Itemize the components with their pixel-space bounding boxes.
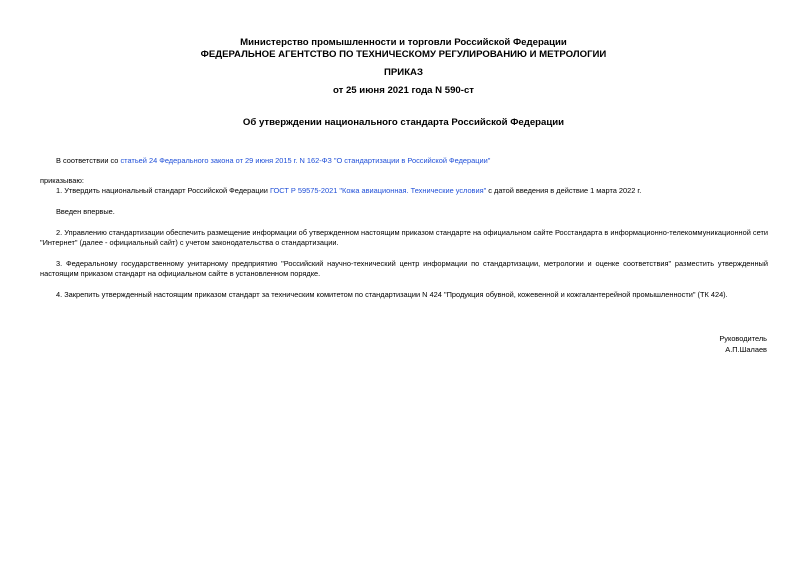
preamble-text: В соответствии со [56, 156, 121, 165]
signatory-role: Руководитель [719, 334, 767, 343]
item-4-paragraph: 4. Закрепить утвержденный настоящим приказом стандарт за техническим комитетом по стандартизации N 424 "Продукция обувной, кожевенной и кожгалантерейной промышленности" (ТК 424). [56, 290, 728, 299]
introduced-note: Введен впервые. [56, 207, 115, 216]
agency-name: ФЕДЕРАЛЬНОЕ АГЕНТСТВО ПО ТЕХНИЧЕСКОМУ РЕГУЛИРОВАНИЮ И МЕТРОЛОГИИ [200, 49, 607, 60]
document-type: ПРИКАЗ [384, 67, 423, 78]
document-date-number: от 25 июня 2021 года N 590-ст [332, 85, 474, 96]
order-word: приказываю: [40, 176, 84, 185]
ministry-name: Министерство промышленности и торговли Российской Федерации [240, 37, 567, 48]
item-2-paragraph: 2. Управлению стандартизации обеспечить размещение информации об утвержденном настоящим приказом стандарте на официальном сайте Росстандарта в информационно-телекоммуникационной сети "Интернет" (далее - официальный сайт) с учетом законодательства о стандартизации. [40, 228, 768, 247]
law-article-link[interactable]: статьей 24 Федерального закона от 29 июня 2015 г. N 162-ФЗ "О стандартизации в Российской Федерации" [120, 156, 491, 165]
preamble-paragraph [56, 156, 490, 166]
signatory-name: А.П.Шалаев [725, 345, 767, 354]
item-1-suffix: с датой введения в действие 1 марта 2022 г. [486, 186, 642, 195]
item-1-prefix: 1. Утвердить национальный стандарт Российской Федерации [56, 186, 270, 195]
document-title: Об утверждении национального стандарта Российской Федерации [242, 117, 565, 128]
item-1-paragraph [56, 186, 641, 196]
item-3-paragraph: 3. Федеральному государственному унитарному предприятию "Российский научно-технический центр информации по стандартизации, метрологии и оценке соответствия" разместить утвержденный настоящим приказом стандарт на официальном сайте в установленном порядке. [40, 259, 768, 278]
standard-link[interactable]: ГОСТ Р 59575-2021 "Кожа авиационная. Технические условия" [269, 186, 487, 195]
